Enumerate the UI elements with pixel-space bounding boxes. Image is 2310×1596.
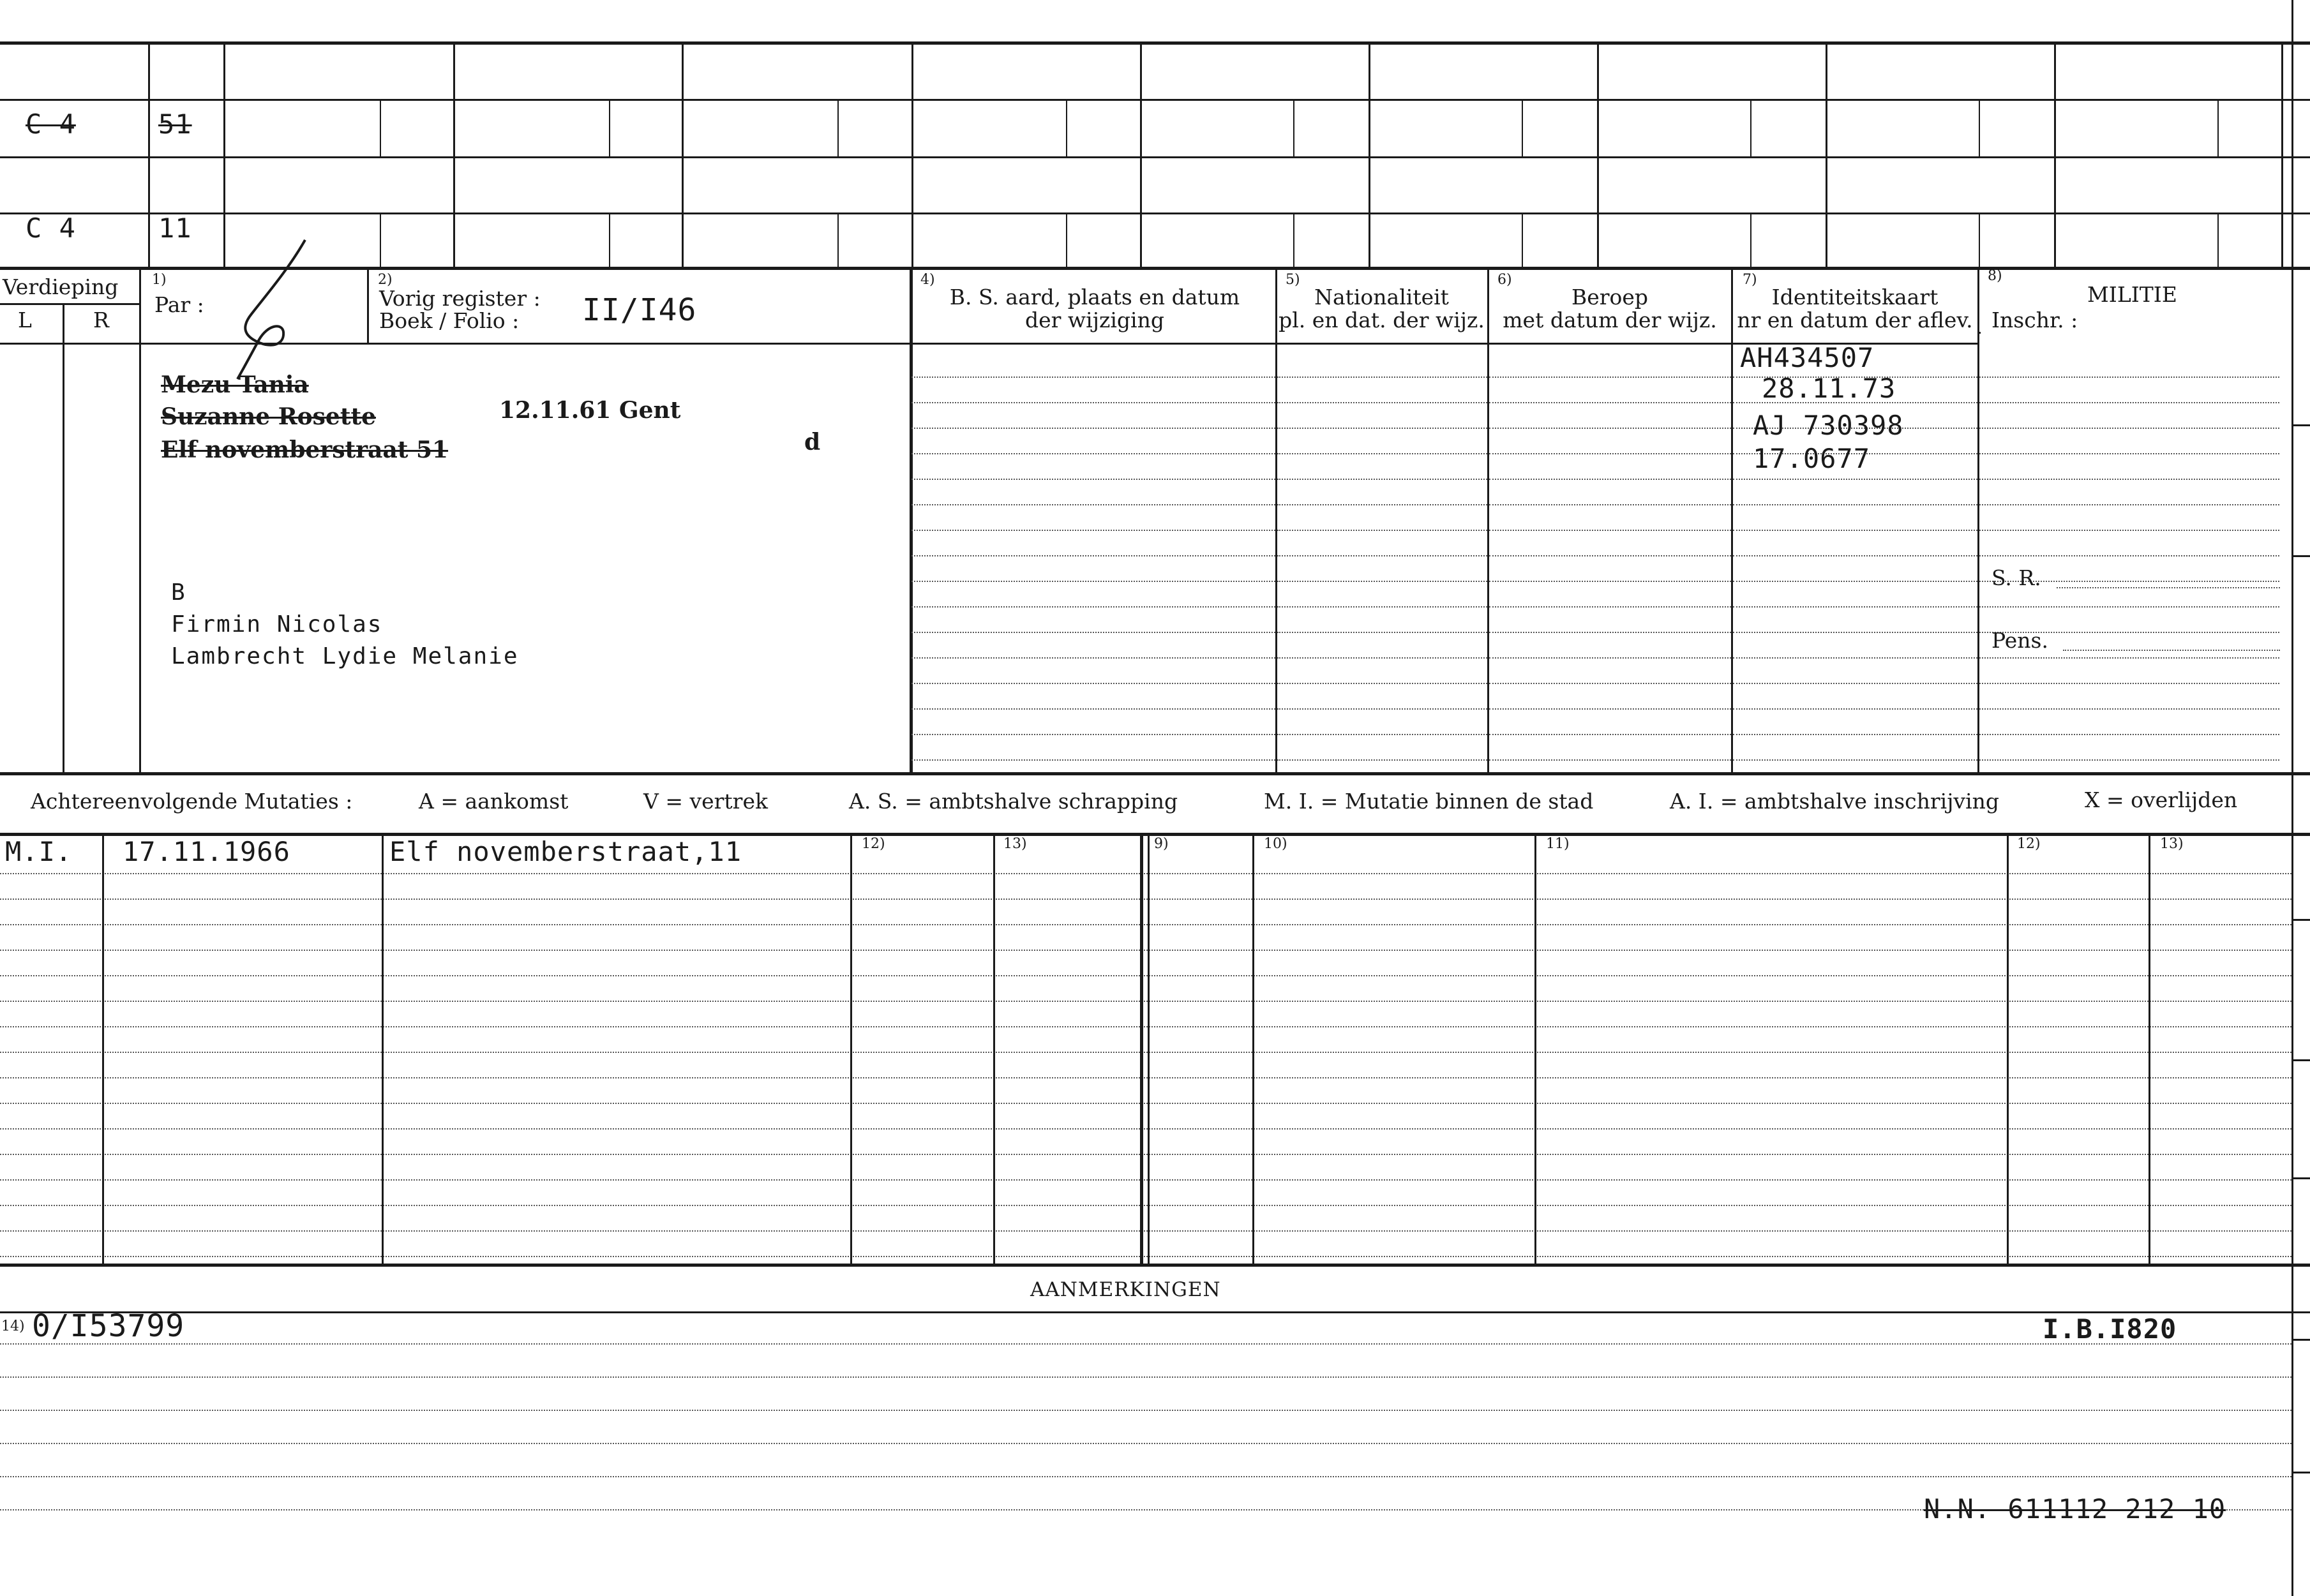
- mutation-date: 17.11.1966: [123, 836, 290, 867]
- mutation-rule-line: [0, 950, 2291, 951]
- body-rule-line: [1733, 759, 1977, 761]
- remark-rule-line: [0, 1476, 2291, 1477]
- body-rule-line: [1979, 683, 2279, 684]
- mutation-rule-line: [0, 1026, 2291, 1027]
- nationaliteit-heading-2: pl. en dat. der wijz.: [1279, 308, 1485, 332]
- vorig-register-label: Vorig register :: [379, 286, 541, 311]
- mut-footnote-13b: 13): [2160, 836, 2184, 852]
- id-card-1-date: 28.11.73: [1762, 373, 1896, 404]
- top-grid-tick: [1979, 213, 1980, 267]
- mutation-type: M.I.: [5, 836, 73, 867]
- l-label: L: [18, 308, 32, 332]
- body-rule-line: [1277, 479, 1487, 480]
- mut-col-divider: [993, 833, 995, 1264]
- body-rule-line: [1733, 504, 1977, 505]
- top-grid-tick: [1750, 213, 1751, 267]
- beroep-heading-1: Beroep: [1571, 285, 1649, 310]
- body-rule-line: [911, 606, 1275, 608]
- lr-divider: [63, 303, 64, 772]
- body-rule-line: [1489, 708, 1731, 710]
- top-grid-tick: [1066, 99, 1067, 156]
- right-margin-line: [2291, 0, 2293, 1596]
- col-divider: [367, 267, 369, 343]
- top-grid-tick: [1750, 99, 1751, 156]
- remark-rule-line: [0, 1376, 2291, 1378]
- mutation-rule-line: [0, 1230, 2291, 1232]
- col-divider: [139, 267, 141, 772]
- mut-footnote-11: 11): [1546, 836, 1570, 852]
- body-rule-line: [911, 581, 1275, 582]
- body-rule-line: [1489, 581, 1731, 582]
- mutation-rule-line: [0, 1205, 2291, 1206]
- remarks-top-line: [0, 1311, 2310, 1313]
- legend-mutatie-stad: M. I. = Mutatie binnen de stad: [1264, 789, 1594, 814]
- mut-footnote-12b: 12): [2017, 836, 2041, 852]
- body-rule-line: [1979, 759, 2279, 761]
- mut-col-divider: [850, 833, 852, 1264]
- top-grid-tick: [1293, 213, 1294, 267]
- beroep-heading-2: met datum der wijz.: [1503, 308, 1717, 332]
- verdieping-label: Verdieping: [3, 274, 119, 299]
- body-rule-line: [1979, 734, 2279, 735]
- parents-mark: B: [171, 579, 186, 606]
- body-rule-line: [1733, 555, 1977, 556]
- mutation-rule-line: [0, 1077, 2291, 1078]
- body-rule-line: [1733, 632, 1977, 633]
- body-rule-line: [1277, 734, 1487, 735]
- par-label: Par :: [154, 292, 204, 317]
- body-rule-line: [1277, 632, 1487, 633]
- top-grid-tick: [2217, 213, 2219, 267]
- edge-tick: [2291, 1059, 2310, 1061]
- col-divider: [1487, 267, 1489, 772]
- person-sex: d: [804, 429, 821, 456]
- body-rule-line: [1489, 555, 1731, 556]
- inschr-label: Inschr. :: [1991, 308, 2078, 332]
- body-rule-line: [911, 530, 1275, 531]
- legend-vertrek: V = vertrek: [643, 789, 768, 814]
- body-rule-line: [1489, 504, 1731, 505]
- bs-heading-1: B. S. aard, plaats en datum: [949, 285, 1240, 310]
- body-rule-line: [1277, 504, 1487, 505]
- top-grid-tick: [2217, 99, 2219, 156]
- edge-tick: [2291, 919, 2310, 921]
- top-grid-line: [0, 99, 2310, 101]
- top-grid-vline: [2281, 41, 2283, 267]
- body-rule-line: [1979, 428, 2279, 429]
- body-rule-line: [1489, 683, 1731, 684]
- footnote-7: 7): [1743, 272, 1757, 288]
- person-birth: 12.11.61 Gent: [499, 397, 681, 424]
- body-rule-line: [911, 402, 1275, 403]
- body-rule-line: [1277, 555, 1487, 556]
- id-card-2-date: 17.0677: [1753, 443, 1871, 474]
- bs-heading-2: der wijziging: [1025, 308, 1164, 332]
- top-grid-vline: [1597, 41, 1599, 267]
- footnote-4: 4): [920, 272, 935, 288]
- top-grid-tick: [837, 213, 839, 267]
- pens-line: [2063, 650, 2280, 651]
- remarks-title: AANMERKINGEN: [1030, 1278, 1221, 1301]
- body-rule-line: [1733, 734, 1977, 735]
- footnote-2: 2): [378, 272, 393, 288]
- verdieping-line: [0, 303, 139, 305]
- remark-rule-line: [0, 1343, 2291, 1345]
- body-rule-line: [1489, 530, 1731, 531]
- top-grid-tick: [1522, 213, 1523, 267]
- mut-col-divider: [1252, 833, 1254, 1264]
- body-rule-line: [1979, 708, 2279, 710]
- mut-col-divider: [102, 833, 104, 1264]
- body-rule-line: [911, 428, 1275, 429]
- body-rule-line: [1733, 606, 1977, 608]
- body-rule-line: [911, 377, 1275, 378]
- body-rule-line: [1277, 759, 1487, 761]
- body-rule-line: [1489, 402, 1731, 403]
- body-rule-line: [1489, 377, 1731, 378]
- mut-col-divider: [1148, 833, 1150, 1264]
- col-divider: [1977, 267, 1979, 772]
- footnote-6: 6): [1497, 272, 1512, 288]
- body-rule-line: [1277, 402, 1487, 403]
- top-grid-vline: [1140, 41, 1142, 267]
- mutations-bottom-line: [0, 1264, 2310, 1267]
- header-top-line: [0, 267, 2310, 270]
- body-rule-line: [1277, 581, 1487, 582]
- mother-name: Lambrecht Lydie Melanie: [171, 643, 519, 669]
- body-rule-line: [1979, 453, 2279, 454]
- top-grid-tick: [609, 99, 610, 156]
- footnote-1: 1): [152, 272, 167, 288]
- top-grid-line: [0, 156, 2310, 158]
- footnote-8: 8): [1988, 268, 2002, 284]
- body-rule-line: [911, 632, 1275, 633]
- nationaliteit-heading-1: Nationaliteit: [1314, 285, 1449, 310]
- mut-col-divider: [1534, 833, 1536, 1264]
- footnote-5: 5): [1286, 272, 1300, 288]
- body-rule-line: [911, 657, 1275, 659]
- body-rule-line: [1979, 402, 2279, 403]
- body-rule-line: [1489, 657, 1731, 659]
- edge-tick: [2291, 1339, 2310, 1341]
- body-rule-line: [1733, 657, 1977, 659]
- mut-col-divider: [2149, 833, 2150, 1264]
- mutation-rule-line: [0, 1128, 2291, 1130]
- top-grid-vline: [453, 41, 455, 267]
- body-rule-line: [1979, 555, 2279, 556]
- pens-label: Pens.: [1991, 628, 2048, 653]
- mutation-rule-line: [0, 1179, 2291, 1181]
- top-grid-vline: [223, 41, 225, 267]
- mutation-rule-line: [0, 1103, 2291, 1104]
- mutation-rule-line: [0, 1154, 2291, 1155]
- body-rule-line: [1277, 530, 1487, 531]
- body-rule-line: [1489, 453, 1731, 454]
- body-rule-line: [1277, 453, 1487, 454]
- body-rule-line: [911, 479, 1275, 480]
- mutation-rule-line: [0, 1256, 2291, 1257]
- mutation-address: Elf novemberstraat,11: [389, 836, 742, 867]
- remarks-ref: I.B.I820: [2043, 1313, 2177, 1345]
- body-rule-line: [1489, 734, 1731, 735]
- body-rule-line: [911, 504, 1275, 505]
- person-given-names: Suzanne Rosette: [161, 403, 376, 430]
- sr-line: [2057, 587, 2280, 588]
- mutation-rule-line: [0, 975, 2291, 976]
- top-grid-line: [0, 213, 2310, 214]
- body-rule-line: [911, 759, 1275, 761]
- body-rule-line: [1979, 504, 2279, 505]
- remark-rule-line: [0, 1443, 2291, 1444]
- body-rule-line: [1489, 632, 1731, 633]
- r-label: R: [93, 308, 109, 332]
- body-rule-line: [1277, 683, 1487, 684]
- mut-footnote-13: 13): [1003, 836, 1027, 852]
- edge-tick: [2291, 1177, 2310, 1179]
- body-rule-line: [1277, 708, 1487, 710]
- remarks-footnote-14: 14): [1, 1318, 25, 1334]
- top-grid-tick: [1066, 213, 1067, 267]
- body-rule-line: [1489, 428, 1731, 429]
- mutation-rule-line: [0, 1001, 2291, 1002]
- body-rule-line: [911, 708, 1275, 710]
- house-number: 11: [158, 213, 192, 244]
- top-grid-tick: [380, 213, 381, 267]
- top-grid-tick: [1979, 99, 1980, 156]
- mut-footnote-12: 12): [862, 836, 885, 852]
- mutations-legend-title: Achtereenvolgende Mutaties :: [31, 789, 353, 814]
- top-grid-vline: [911, 41, 913, 267]
- mut-footnote-10: 10): [1264, 836, 1287, 852]
- body-rule-line: [1979, 377, 2279, 378]
- body-rule-line: [1979, 657, 2279, 659]
- body-rule-line: [1277, 606, 1487, 608]
- top-grid-tick: [1293, 99, 1294, 156]
- top-grid-vline: [1826, 41, 1827, 267]
- top-grid-tick: [837, 99, 839, 156]
- remarks-number: 0/I53799: [32, 1308, 185, 1344]
- wijk-code: C 4: [26, 213, 76, 244]
- national-number: N.N. 611112 212 10: [1924, 1493, 2226, 1525]
- top-grid-vline: [2054, 41, 2056, 267]
- vorig-register-value: II/I46: [582, 292, 697, 328]
- col-divider: [910, 267, 913, 772]
- father-name: Firmin Nicolas: [171, 611, 383, 638]
- body-rule-line: [1733, 683, 1977, 684]
- body-rule-line: [1979, 606, 2279, 608]
- boek-folio-label: Boek / Folio :: [379, 308, 520, 333]
- body-rule-line: [1979, 530, 2279, 531]
- militie-heading: MILITIE: [2087, 282, 2177, 307]
- person-name: Mezu Tania: [161, 371, 309, 398]
- body-rule-line: [1277, 377, 1487, 378]
- body-rule-line: [1489, 759, 1731, 761]
- body-rule-line: [911, 683, 1275, 684]
- old-house-number: 51: [158, 108, 192, 140]
- identiteitskaart-heading-2: nr en datum der aflev.: [1737, 308, 1973, 332]
- top-grid-vline: [1369, 41, 1370, 267]
- body-rule-line: [1733, 530, 1977, 531]
- id-card-1-number: AH434507: [1740, 342, 1875, 373]
- legend-overlijden: X = overlijden: [2085, 787, 2238, 812]
- body-rule-line: [911, 734, 1275, 735]
- edge-tick: [2291, 1472, 2310, 1473]
- mut-col-divider: [382, 833, 384, 1264]
- legend-aankomst: A = aankomst: [419, 789, 569, 814]
- body-rule-line: [1277, 428, 1487, 429]
- legend-ambtshalve-inschrijving: A. I. = ambtshalve inschrijving: [1670, 789, 2000, 814]
- body-rule-line: [1489, 479, 1731, 480]
- edge-tick: [2291, 424, 2310, 426]
- id-card-2-number: AJ 730398: [1753, 410, 1904, 441]
- body-rule-line: [1489, 606, 1731, 608]
- body-rule-line: [911, 555, 1275, 556]
- top-grid-vline: [148, 41, 150, 267]
- top-border: [0, 41, 2310, 45]
- body-rule-line: [1733, 581, 1977, 582]
- body-bottom-line: [0, 772, 2310, 775]
- mut-col-divider: [2007, 833, 2009, 1264]
- handwritten-stroke: [230, 236, 319, 383]
- legend-ambtshalve-schrapping: A. S. = ambtshalve schrapping: [849, 789, 1178, 814]
- mutation-rule-line: [0, 924, 2291, 925]
- col-divider: [1275, 267, 1277, 772]
- old-wijk-code: C 4: [26, 108, 76, 140]
- col-divider: [1731, 267, 1733, 772]
- mut-col-divider-double: [1140, 833, 1143, 1264]
- mutation-rule-line: [0, 1052, 2291, 1053]
- body-rule-line: [1733, 708, 1977, 710]
- top-grid-vline: [682, 41, 684, 267]
- mut-footnote-9: 9): [1154, 836, 1169, 852]
- body-rule-line: [1277, 657, 1487, 659]
- body-rule-line: [911, 453, 1275, 454]
- sr-label: S. R.: [1991, 565, 2041, 590]
- top-grid-tick: [380, 99, 381, 156]
- body-rule-line: [1733, 479, 1977, 480]
- identiteitskaart-heading-1: Identiteitskaart: [1771, 285, 1939, 310]
- mutation-rule-line: [0, 899, 2291, 900]
- person-address: Elf novemberstraat 51: [161, 436, 449, 463]
- remark-rule-line: [0, 1410, 2291, 1411]
- edge-tick: [2291, 555, 2310, 557]
- body-rule-line: [1979, 479, 2279, 480]
- mutation-rule-line: [0, 873, 2291, 874]
- top-grid-tick: [609, 213, 610, 267]
- top-grid-tick: [1522, 99, 1523, 156]
